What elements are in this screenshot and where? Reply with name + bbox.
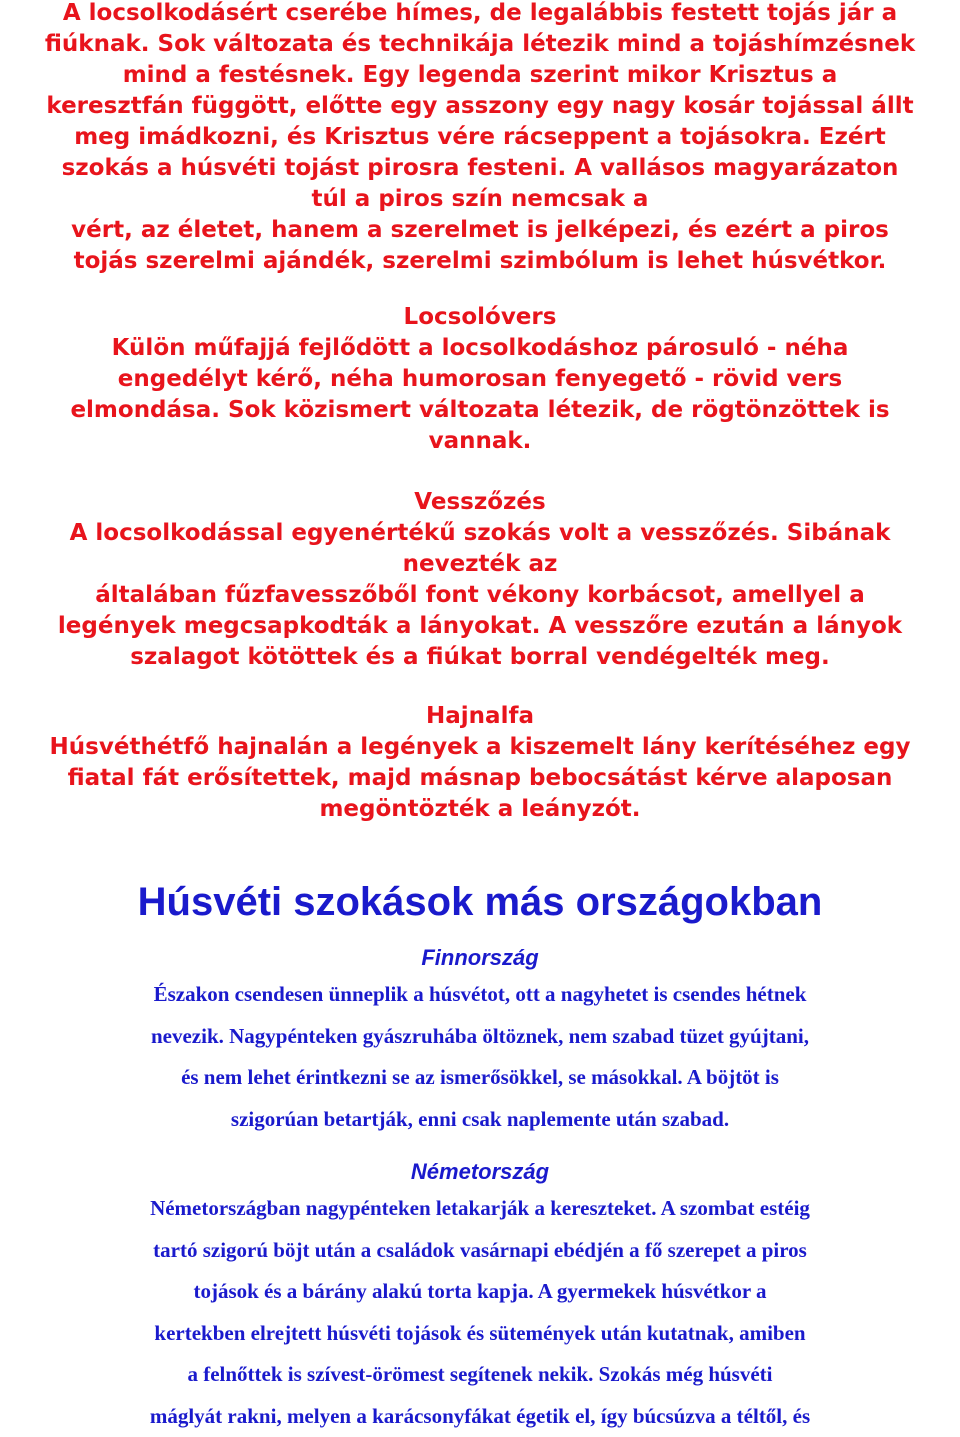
intro-line: fiúknak. Sok változata és technikája létezik mind a tojáshímzésnek: [0, 29, 960, 60]
intro-line: túl a piros szín nemcsak a: [0, 184, 960, 215]
finland-line: és nem lehet érintkezni se az ismerősökkel, se másokkal. A böjtöt is: [0, 1057, 960, 1099]
vesszozes-line: általában fűzfavesszőből font vékony korbácsot, amellyel a: [0, 580, 960, 611]
finland-text: [0, 974, 960, 1140]
intro-line: vért, az életet, hanem a szerelmet is jelképezi, és ezért a piros: [0, 215, 960, 246]
intro-line: tojás szerelmi ajándék, szerelmi szimbólum is lehet húsvétkor.: [0, 246, 960, 277]
locsolovers-line: Külön műfajjá fejlődött a locsolkodáshoz párosuló - néha: [0, 333, 960, 364]
germany-title: Németország: [0, 1158, 960, 1186]
intro-line: meg imádkozni, és Krisztus vére rácseppent a tojásokra. Ezért: [0, 122, 960, 153]
locsolovers-title: Locsolóvers: [0, 302, 960, 333]
vesszozes-section: [0, 487, 960, 673]
vesszozes-title: Vesszőzés: [0, 487, 960, 518]
intro-line: keresztfán függött, előtte egy asszony egy nagy kosár tojással állt: [0, 91, 960, 122]
hajnalfa-section: [0, 701, 960, 825]
germany-line: kertekben elrejtett húsvéti tojások és sütemények után kutatnak, amiben: [0, 1313, 960, 1355]
locsolovers-line: elmondása. Sok közismert változata létezik, de rögtönzöttek is: [0, 395, 960, 426]
finland-title: Finnország: [0, 944, 960, 972]
intro-section: [0, 0, 960, 277]
germany-line: a felnőttek is szívest-örömest segítenek nekik. Szokás még húsvéti: [0, 1354, 960, 1396]
vesszozes-line: A locsolkodással egyenértékű szokás volt a vesszőzés. Sibának: [0, 518, 960, 549]
hajnalfa-title: Hajnalfa: [0, 701, 960, 732]
locsolovers-section: [0, 302, 960, 457]
other-countries-heading: Húsvéti szokások más országokban: [0, 874, 960, 930]
finland-line: nevezik. Nagypénteken gyászruhába öltöznek, nem szabad tüzet gyújtani,: [0, 1016, 960, 1058]
hajnalfa-line: Húsvéthétfő hajnalán a legények a kiszemelt lány kerítéséhez egy: [0, 732, 960, 763]
finland-line: Északon csendesen ünneplik a húsvétot, ott a nagyhetet is csendes hétnek: [0, 974, 960, 1016]
vesszozes-line: legények megcsapkodták a lányokat. A vesszőre ezután a lányok: [0, 611, 960, 642]
vesszozes-line: nevezték az: [0, 549, 960, 580]
germany-text: [0, 1188, 960, 1437]
intro-line: szokás a húsvéti tojást pirosra festeni. A vallásos magyarázaton: [0, 153, 960, 184]
hajnalfa-line: megöntözték a leányzót.: [0, 794, 960, 825]
intro-line: mind a festésnek. Egy legenda szerint mikor Krisztus a: [0, 60, 960, 91]
hajnalfa-line: fiatal fát erősítettek, majd másnap bebocsátást kérve alaposan: [0, 763, 960, 794]
germany-line: Németországban nagypénteken letakarják a kereszteket. A szombat estéig: [0, 1188, 960, 1230]
intro-line: A locsolkodásért cserébe hímes, de legalábbis festett tojás jár a: [0, 0, 960, 29]
germany-line: máglyát rakni, melyen a karácsonyfákat égetik el, így búcsúzva a téltől, és: [0, 1396, 960, 1437]
germany-line: tartó szigorú böjt után a családok vasárnapi ebédjén a fő szerepet a piros: [0, 1230, 960, 1272]
locsolovers-line: engedélyt kérő, néha humorosan fenyegető - rövid vers: [0, 364, 960, 395]
germany-line: tojások és a bárány alakú torta kapja. A gyermekek húsvétkor a: [0, 1271, 960, 1313]
locsolovers-line: vannak.: [0, 426, 960, 457]
finland-line: szigorúan betartják, enni csak naplemente után szabad.: [0, 1099, 960, 1141]
vesszozes-line: szalagot kötöttek és a fiúkat borral vendégelték meg.: [0, 642, 960, 673]
